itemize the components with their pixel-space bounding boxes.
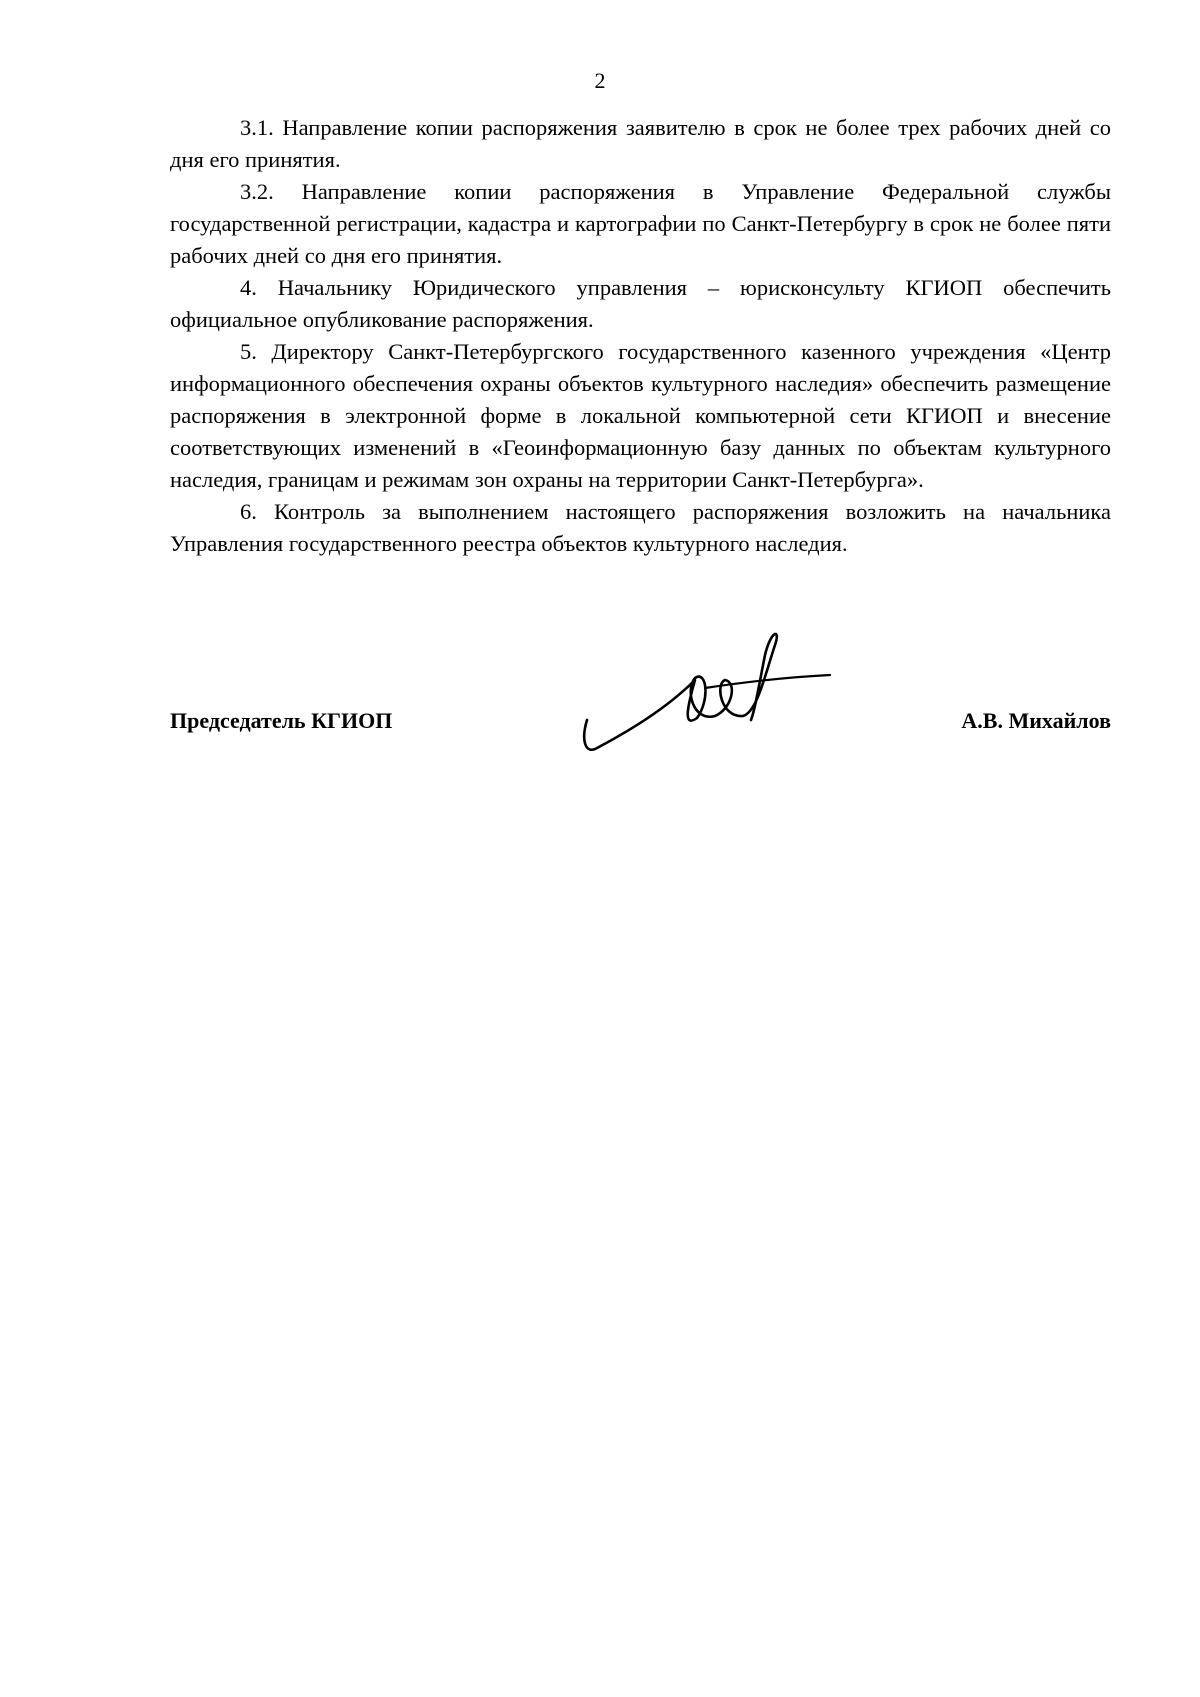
signature-block: [170, 700, 1111, 760]
paragraph-3-1: 3.1. Направление копии распоряжения заявителю в срок не более трех рабочих дней со дня его принятия.: [170, 115, 1111, 172]
paragraph-6: 6. Контроль за выполнением настоящего распоряжения возложить на начальника Управления государственного реестра объектов культурного наследия.: [170, 499, 1111, 556]
paragraph-4: 4. Начальнику Юридического управления – юрисконсульту КГИОП обеспечить официальное опубликование распоряжения.: [170, 275, 1111, 332]
paragraph-5: 5. Директору Санкт-Петербургского государственного казенного учреждения «Центр информационного обеспечения охраны объектов культурного наследия» обеспечить размещение распоряжения в электронной форме в локальной компьютерной сети КГИОП и внесение соответствующих изменений в «Геоинформационную базу данных по объектам культурного наследия, границам и режимам зон охраны на территории Санкт-Петербурга».: [170, 339, 1111, 492]
document-body: [170, 112, 1111, 560]
signatory-name: А.В. Михайлов: [961, 708, 1111, 733]
signatory-title: Председатель КГИОП: [170, 708, 393, 733]
page-number: 2: [594, 68, 606, 93]
paragraph-3-2: 3.2. Направление копии распоряжения в Управление Федеральной службы государственной регистрации, кадастра и картографии по Санкт-Петербургу в срок не более пяти рабочих дней со дня его принятия.: [170, 179, 1111, 268]
